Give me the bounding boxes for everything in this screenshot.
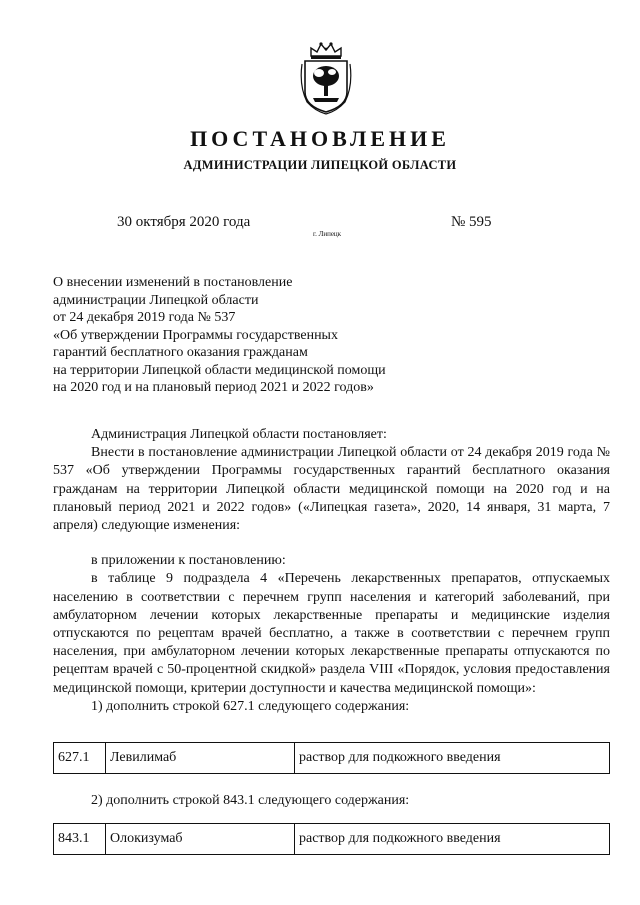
table-row bbox=[54, 743, 610, 774]
document-subject bbox=[53, 274, 473, 397]
document-number: № 595 bbox=[451, 214, 492, 230]
coat-of-arms-icon bbox=[299, 40, 353, 116]
table-cell-form: раствор для подкожного введения bbox=[295, 824, 610, 855]
table-cell-form: раствор для подкожного введения bbox=[295, 743, 610, 774]
body-item-1: 1) дополнить строкой 627.1 следующего содержания: bbox=[91, 698, 410, 714]
document-subtitle: АДМИНИСТРАЦИИ ЛИПЕЦКОЙ ОБЛАСТИ bbox=[183, 158, 457, 172]
document-date: 30 октября 2020 года bbox=[117, 214, 251, 230]
table-row bbox=[54, 824, 610, 855]
body-intro: Администрация Липецкой области постановляет: bbox=[91, 427, 387, 442]
body-paragraph-1: Внести в постановление администрации Липецкой области от 24 декабря 2019 года № 537 «Об утверждении Программы государственных гарантий бесплатного оказания гражданам на территории Липецкой области медицинской помощи на 2020 год и на плановый период 2021 и 2022 годов» («Липецкая газета», 2020, 14 января, 31 марта, 7 апреля) следующие изменения: bbox=[53, 445, 610, 534]
body-paragraph-3: в таблице 9 подраздела 4 «Перечень лекарственных препаратов, отпускаемых населению в соответствии с перечнем групп населения и категорий заболеваний, при амбулаторном лечении которых лекарственные препараты и медицинские изделия отпускаются по рецептам врачей бесплатно, а также в соответствии с перечнем групп населения, при амбулаторном лечении которых лекарственные препараты отпускаются по рецептам врачей с 50-процентной скидкой» раздела VIII «Порядок, условия предоставления медицинской помощи, критерии доступности и качества медицинской помощи»: bbox=[53, 571, 610, 696]
subject-line: администрации Липецкой области bbox=[53, 292, 259, 308]
table-cell-number: 627.1 bbox=[54, 743, 106, 774]
subject-line: О внесении изменений в постановление bbox=[53, 275, 293, 290]
addition-table-1 bbox=[53, 742, 610, 774]
document-body bbox=[53, 426, 610, 716]
table-cell-drug: Левилимаб bbox=[106, 743, 295, 774]
table-cell-drug: Олокизумаб bbox=[106, 824, 295, 855]
subject-line: от 24 декабря 2019 года № 537 bbox=[53, 310, 236, 325]
document-title: ПОСТАНОВЛЕНИЕ bbox=[190, 126, 450, 151]
body-item-2: 2) дополнить строкой 843.1 следующего содержания: bbox=[91, 793, 410, 808]
table-cell-number: 843.1 bbox=[54, 824, 106, 855]
subject-line: на территории Липецкой области медицинской помощи bbox=[53, 362, 386, 378]
subject-line: на 2020 год и на плановый период 2021 и 2022 годов» bbox=[53, 380, 374, 395]
body-paragraph-2: в приложении к постановлению: bbox=[91, 553, 286, 569]
document-city: г. Липецк bbox=[313, 230, 342, 238]
addition-table-2 bbox=[53, 823, 610, 855]
subject-line: «Об утверждении Программы государственных bbox=[53, 327, 338, 343]
subject-line: гарантий бесплатного оказания гражданам bbox=[53, 345, 308, 360]
